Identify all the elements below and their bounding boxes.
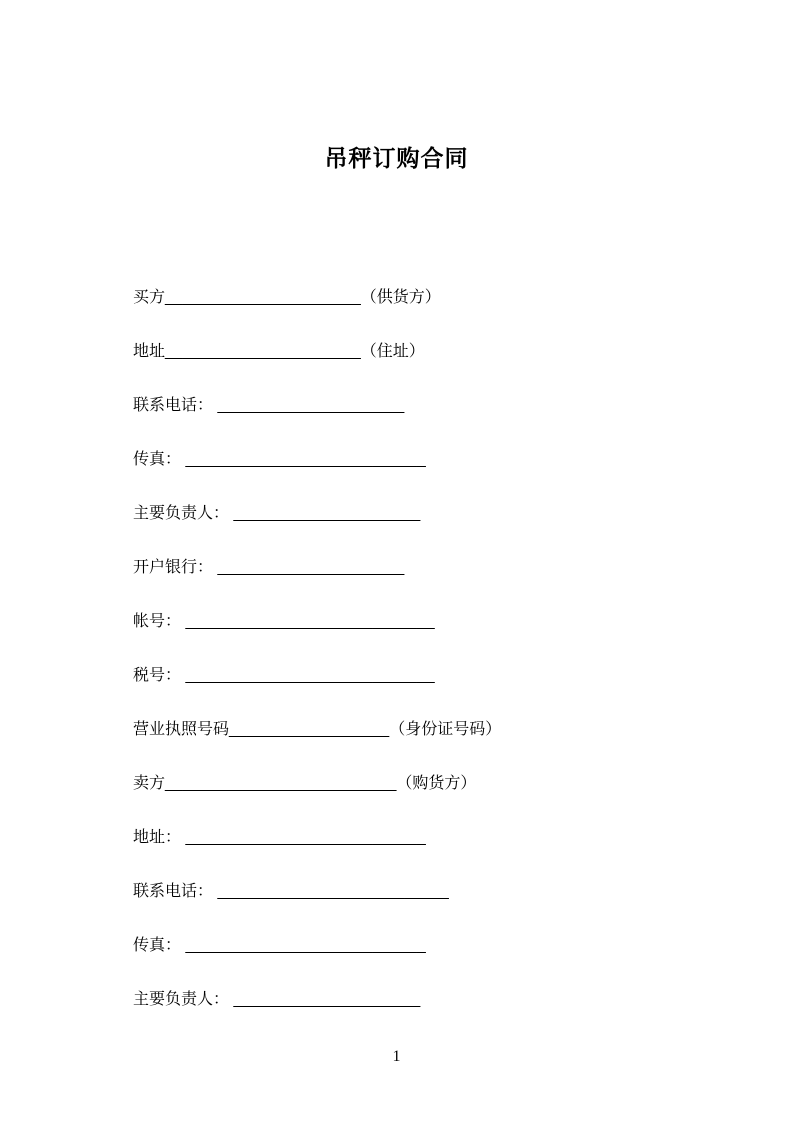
form-line-buyer (133, 271, 753, 325)
field-label: 传真： (133, 451, 182, 468)
blank-line: ___________________________ (181, 829, 426, 846)
blank-line: ______________________ (165, 289, 361, 306)
blank-line: ___________________________ (181, 451, 426, 468)
form-body (133, 271, 753, 1027)
field-suffix: （购货方） (396, 775, 477, 792)
field-label: 传真： (133, 937, 182, 954)
form-line-license-number (133, 703, 753, 757)
field-label: 主要负责人： (133, 991, 230, 1008)
field-suffix: （住址） (360, 343, 425, 360)
form-line-seller-phone (133, 865, 753, 919)
field-label: 营业执照号码 (133, 721, 230, 738)
field-suffix: （供货方） (360, 289, 441, 306)
blank-line: _____________________ (229, 991, 421, 1008)
field-label: 主要负责人： (133, 505, 230, 522)
form-line-seller-fax (133, 919, 753, 973)
form-line-buyer-principal (133, 487, 753, 541)
field-label: 开户银行： (133, 559, 214, 576)
form-line-buyer-phone (133, 379, 753, 433)
blank-line: ___________________________ (181, 937, 426, 954)
form-line-buyer-tax-id (133, 649, 753, 703)
form-line-buyer-address (133, 325, 753, 379)
field-label: 买方 (133, 289, 166, 306)
field-label: 税号： (133, 667, 182, 684)
blank-line: ______________________ (165, 343, 361, 360)
blank-line: _____________________ (229, 505, 421, 522)
blank-line: __________________________ (213, 883, 449, 900)
form-line-buyer-account (133, 595, 753, 649)
form-line-buyer-fax (133, 433, 753, 487)
page-number: 1 (392, 1048, 401, 1065)
blank-line: _____________________ (213, 397, 405, 414)
document-title: 吊秤订购合同 (324, 145, 469, 171)
field-label: 地址： (133, 829, 182, 846)
blank-line: __________________ (229, 721, 390, 738)
form-line-buyer-bank (133, 541, 753, 595)
field-label: 地址 (133, 343, 166, 360)
field-suffix: （身份证号码） (389, 721, 502, 738)
form-line-seller-principal (133, 973, 753, 1027)
form-line-seller-address (133, 811, 753, 865)
field-label: 帐号： (133, 613, 182, 630)
blank-line: _____________________ (213, 559, 405, 576)
field-label: 联系电话： (133, 883, 214, 900)
blank-line: ____________________________ (181, 667, 435, 684)
field-label: 联系电话： (133, 397, 214, 414)
field-label: 卖方 (133, 775, 166, 792)
blank-line: ____________________________ (181, 613, 435, 630)
blank-line: __________________________ (165, 775, 397, 792)
form-line-seller (133, 757, 753, 811)
